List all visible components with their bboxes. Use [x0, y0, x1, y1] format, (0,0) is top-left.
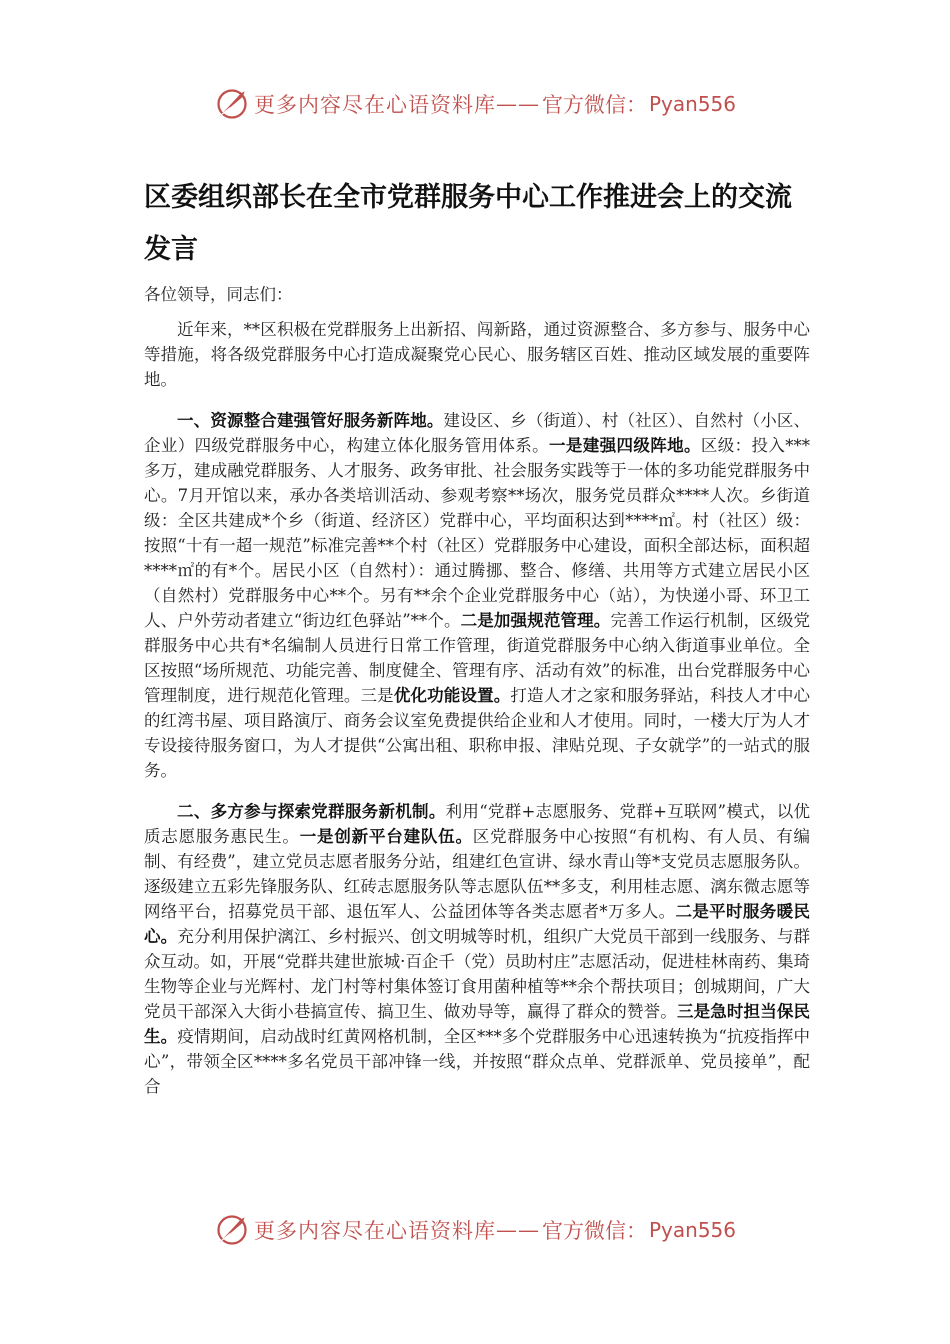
banner-slogan: 更多内容尽在心语资料库: [253, 1219, 496, 1243]
footer-banner: [0, 1210, 950, 1250]
section-2-text: 利用“党群+志愿服务、党群+互联网”模式，以优质志愿服务惠民生。: [144, 802, 810, 846]
section-2-point-3: 三是急时担当保民生。: [144, 1002, 811, 1046]
section-2-point-2: 二是平时服务暖民心。: [144, 902, 811, 946]
section-1-heading: 一、资源整合建强管好服务新阵地。: [177, 411, 444, 430]
section-2-heading: 二、多方参与探索党群服务新机制。: [177, 802, 446, 821]
header-banner: [0, 84, 950, 124]
section-2-point-2-text: 充分利用保护漓江、乡村振兴、创文明城等时机，组织广大党员干部到一线服务、与群众互动。如，开展“党群共建世旅城·百企千（党）员助村庄”志愿活动，促进桂林南药、集琦生物等企业与光辉村、龙门村等村集体签订食用菌种植等**余个帮扶项目；创城期间，广大党员干部深入大街小巷搞宣传、搞卫生、做劝导等，赢得了群众的赞誉。: [144, 927, 811, 1021]
section-2-point-1-text: 区党群服务中心按照“有机构、有人员、有编制、有经费”，建立党员志愿者服务分站，组建红色宣讲、绿水青山等*支党员志愿服务队。逐级建立五彩先锋服务队、红砖志愿服务队等志愿队伍**多支，利用桂志愿、漓东微志愿等网络平台，招募党员干部、退伍军人、公益团体等各类志愿者*万多人。: [144, 827, 811, 921]
banner-wechat-label: 官方微信：: [541, 1219, 647, 1243]
banner-dash: ——: [495, 92, 540, 116]
quill-logo-icon: [214, 1212, 250, 1248]
section-2-paragraph: [144, 799, 810, 1099]
quill-logo-icon: [214, 86, 250, 122]
banner-dash: ——: [495, 1218, 540, 1242]
section-1-point-2-text: 完善工作运行机制，区级党群服务中心共有*名编制人员进行日常工作管理，街道党群服务中心纳入街道事业单位。全区按照“场所规范、功能完善、制度健全、管理有序、活动有效”的标准，出台党群服务中心管理制度，进行规范化管理。三是: [144, 611, 811, 705]
section-1-point-1: 一是建强四级阵地。: [549, 436, 701, 455]
banner-slogan: 更多内容尽在心语资料库: [253, 93, 496, 117]
banner-wechat-id: Pyan556: [648, 1218, 736, 1242]
greeting: 各位领导，同志们：: [144, 285, 293, 304]
banner-wechat-id: Pyan556: [648, 92, 736, 116]
section-1-point-3: 优化功能设置。: [393, 686, 511, 705]
intro-paragraph: 近年来，**区积极在党群服务上出新招、闯新路，通过资源整合、多方参与、服务中心等措施，将各级党群服务中心打造成凝聚党心民心、服务辖区百姓、推动区域发展的重要阵地。: [144, 320, 810, 389]
banner-wechat-label: 官方微信：: [541, 93, 647, 117]
section-2-point-3-text: 疫情期间，启动战时红黄网格机制，全区***多个党群服务中心迅速转换为“抗疫指挥中心”，带领全区****多名党员干部冲锋一线，并按照“群众点单、党群派单、党员接单”，配合: [144, 1027, 811, 1096]
section-1-point-3-text: 打造人才之家和服务驿站，科技人才中心的红湾书屋、项目路演厅、商务会议室免费提供给企业和人才使用。同时，一楼大厅为人才专设接待服务窗口，为人才提供“公寓出租、职称申报、津贴兑现、子女就学”的一站式的服务。: [144, 686, 811, 780]
section-2-point-1: 一是创新平台建队伍。: [299, 827, 473, 846]
section-1-paragraph: [144, 408, 810, 783]
document-title: 区委组织部长在全市党群服务中心工作推进会上的交流发言: [144, 182, 792, 265]
section-1-point-1-text: 区级：投入***多万，建成融党群服务、人才服务、政务审批、社会服务实践等于一体的多功能党群服务中心。7月开馆以来，承办各类培训活动、参观考察**场次，服务党员群众****人次。乡街道级：全区共建成*个乡（街道、经济区）党群中心，平均面积达到****㎡。村（社区）级：按照“十有一超一规范”标准完善**个村（社区）党群服务中心建设，面积全部达标，面积超****㎡的有*个。居民小区（自然村）：通过腾挪、整合、修缮、共用等方式建立居民小区（自然村）党群服务中心**个。另有**余个企业党群服务中心（站），为快递小哥、环卫工人、户外劳动者建立“街边红色驿站”**个。: [144, 436, 810, 630]
document-body: [144, 172, 810, 1099]
section-1-point-2: 二是加强规范管理。: [460, 611, 611, 630]
section-1-text: 建设区、乡（街道）、村（社区）、自然村（小区、企业）四级党群服务中心，构建立体化服务管用体系。: [144, 411, 811, 455]
